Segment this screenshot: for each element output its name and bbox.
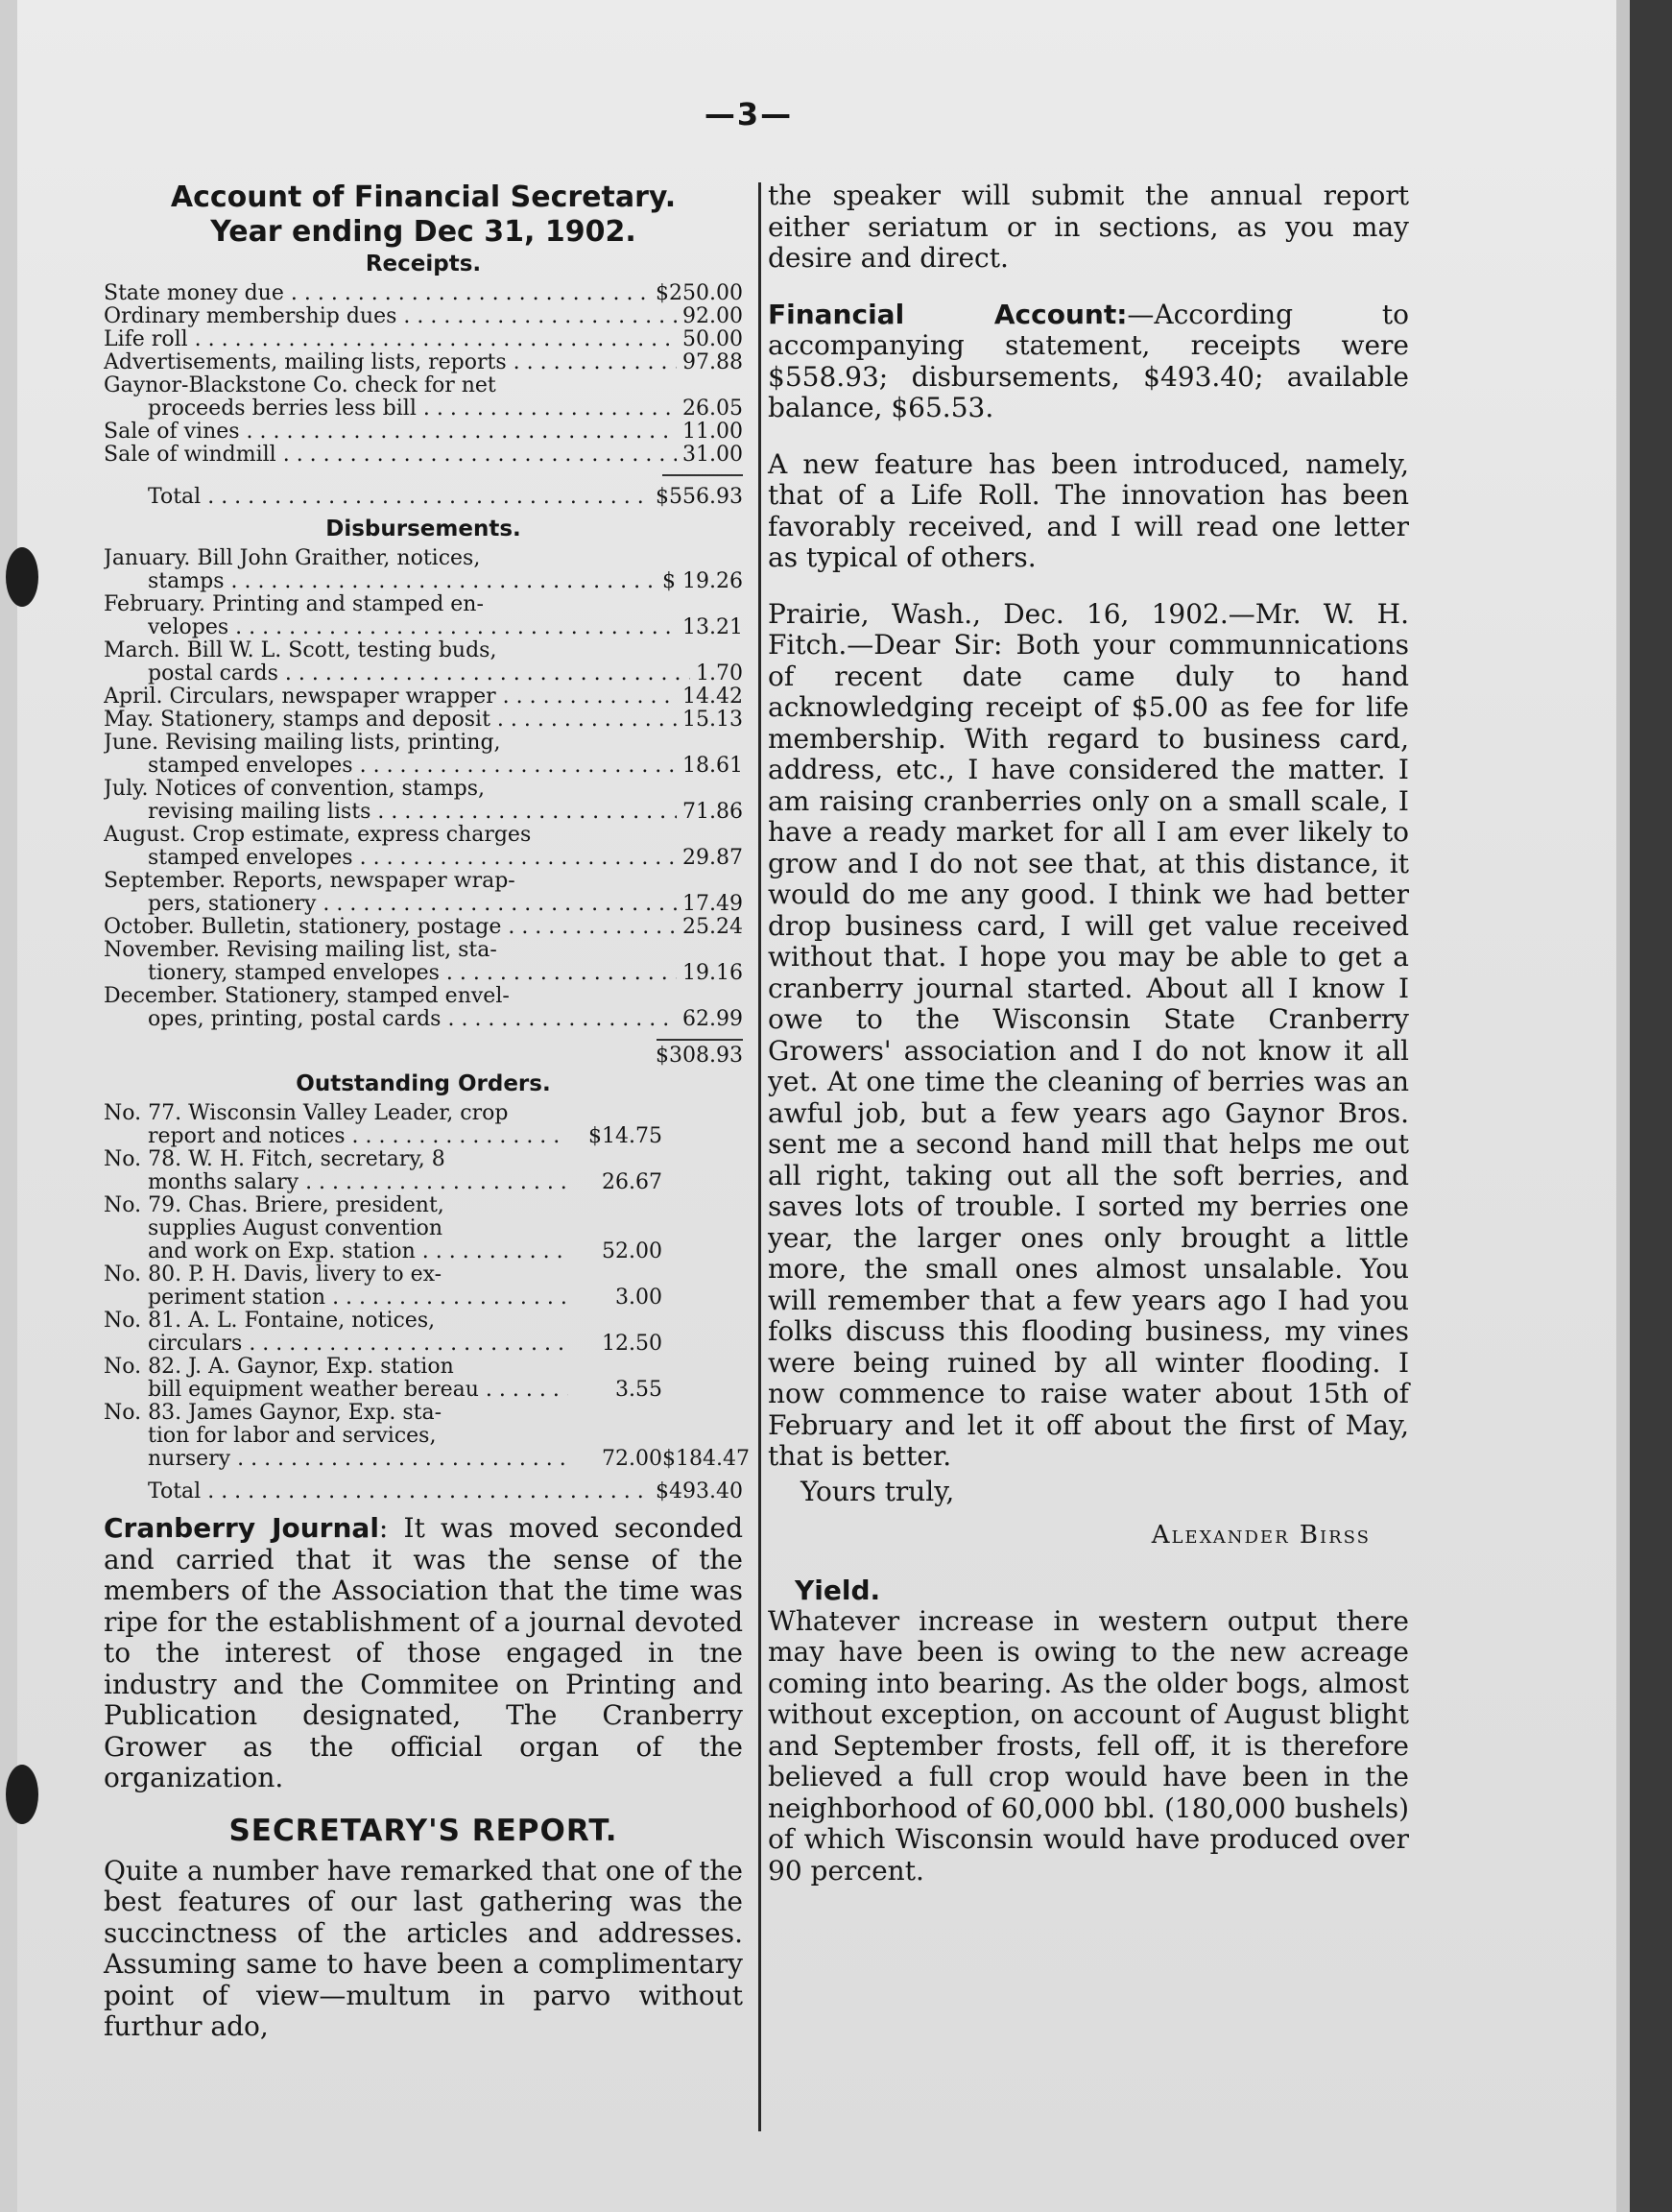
financial-account-lead: Financial Account:: [768, 298, 1128, 330]
ledger-row: opes, printing, postal cards . . . 62.99: [104, 1008, 743, 1031]
order-line: No. 78. W. H. Fitch, secretary, 8: [104, 1148, 445, 1171]
ledger-row: State money due . . . $250.00: [104, 282, 743, 305]
order-line: periment station . . . 3.00: [104, 1286, 743, 1310]
ledger-row: April. Circulars, newspaper wrapper . . . 14.42: [104, 685, 743, 709]
order-line: No. 82. J. A. Gaynor, Exp. station: [104, 1356, 454, 1379]
ledger-row: stamped envelopes . . . 29.87: [104, 847, 743, 870]
order-line: No. 77. Wisconsin Valley Leader, crop: [104, 1102, 509, 1125]
secretary-report-intro-cont: the speaker will submit the annual report either seriatum or in sections, as you may desire and direct.: [768, 180, 1409, 274]
page-number: —3—: [704, 96, 794, 132]
ledger-line: January. Bill John Graither, notices,: [104, 547, 481, 570]
ledger-row: stamps . . . $ 19.26: [104, 570, 743, 593]
order-line: nursery . . . 72.00 $184.47: [104, 1448, 743, 1471]
disbursements-total-row: $308.93: [656, 1044, 743, 1068]
ledger-line: March. Bill W. L. Scott, testing buds,: [104, 639, 497, 662]
letter-paragraph: Prairie, Wash., Dec. 16, 1902.—Mr. W. H. Fitch.—Dear Sir: Both your communnications of recent date came duly to hand acknowledging receipt of $5.00 as fee for life membership. With regard to business card, address, etc., I have considered the matter. I am raising cranberries only on a small scale, I have a ready market for all I am ever likely to grow and I do not see that, at this distance, it would do me any good. I think we had better drop business card, I will get value received without that. I hope you may be able to get a cranberry journal started. About all I know I owe to the Wisconsin State Cranberry Growers' association and I do not know it all yet. At one time the cleaning of berries was an awful job, but a few years ago Gaynor Bros. sent me a second hand mill that helps me out all right, taking out all the soft berries, and saves lots of trouble. I sorted my berries one year, the larger ones only brought a little more, the small ones almost unsalable. You will remember that a few years ago I had you folks discuss this flooding business, my vines were being ruined by all winter flooding. I now commence to raise water about 15th of February and let it off about the first of May, that is better.: [768, 597, 1409, 1472]
order-line: and work on Exp. station . . . 52.00: [104, 1240, 743, 1263]
scan-edge-shadow: [1616, 0, 1630, 2212]
ledger-row: May. Stationery, stamps and deposit . . . 15.13: [104, 709, 743, 732]
receipts-total-row: Total . . . $556.93: [104, 486, 743, 509]
letter-signature: Alexander Birss: [1151, 1520, 1371, 1550]
disbursements-heading: Disbursements.: [325, 517, 521, 541]
ledger-line: December. Stationery, stamped envel-: [104, 985, 510, 1008]
binding-hole: [6, 547, 38, 607]
order-line: bill equipment weather bereau . . . 3.55: [104, 1379, 743, 1402]
order-line: No. 81. A. L. Fontaine, notices,: [104, 1310, 436, 1333]
ledger-line: September. Reports, newspaper wrap-: [104, 870, 515, 893]
ledger-line: August. Crop estimate, express charges: [104, 824, 532, 847]
order-line: tion for labor and services,: [148, 1425, 437, 1448]
ledger-row: velopes . . . 13.21: [104, 616, 743, 639]
order-line: supplies August convention: [148, 1217, 443, 1240]
life-roll-paragraph: A new feature has been introduced, namely, that of a Life Roll. The innovation has been favorably received, and I will read one letter as typical of others.: [768, 447, 1409, 573]
ledger-row: Advertisements, mailing lists, reports . . . 97.88: [104, 351, 743, 374]
receipts-heading: Receipts.: [365, 252, 482, 276]
orders-list: [104, 1102, 750, 1471]
sum-rule: [662, 474, 743, 476]
column-divider: [758, 182, 761, 2131]
letter-closing: Yours truly,: [800, 1475, 955, 1507]
sum-rule: [657, 1039, 743, 1041]
receipts-list: [104, 282, 743, 509]
ledger-line: February. Printing and stamped en-: [104, 593, 484, 616]
order-line: No. 80. P. H. Davis, livery to ex-: [104, 1263, 442, 1286]
binding-hole: [6, 1765, 38, 1824]
ledger-row: postal cards . . . 1.70: [104, 662, 743, 685]
cranberry-journal-paragraph: Cranberry Journal: It was moved seconded and carried that it was the sense of the members of the Association that the time was ripe for the establishment of a journal devoted to the interest of those engaged in tne industry and the Commitee on Printing and Publication designated, The Cranberry Grower as the official organ of the organization.: [104, 1512, 743, 1793]
financial-subtitle: Year ending Dec 31, 1902.: [210, 215, 636, 249]
ledger-line: June. Revising mailing lists, printing,: [104, 732, 501, 755]
financial-account-paragraph: Financial Account:—According to accompanying statement, receipts were $558.93; disbursements, $493.40; available balance, $65.53.: [768, 298, 1409, 423]
ledger-row: Life roll . . . 50.00: [104, 328, 743, 351]
cranberry-journal-lead: Cranberry Journal: [104, 1512, 379, 1544]
scan-left-edge: [0, 0, 17, 2212]
ledger-row: stamped envelopes . . . 18.61: [104, 755, 743, 778]
secretary-report-intro: Quite a number have remarked that one of the best features of our last gathering was the succinctness of the articles and addresses. Assuming same to have been a complimentary point of view—multum in parvo without furthur ado,: [104, 1854, 743, 2042]
scan-right-edge: [1630, 0, 1672, 2212]
ledger-row: pers, stationery . . . 17.49: [104, 893, 743, 916]
ledger-row: October. Bulletin, stationery, postage . . . 25.24: [104, 916, 743, 939]
order-line: No. 79. Chas. Briere, president,: [104, 1194, 444, 1217]
outstanding-heading: Outstanding Orders.: [296, 1071, 551, 1096]
ledger-row: Sale of vines . . . 11.00: [104, 421, 743, 444]
left-column: [104, 180, 750, 2043]
ledger-line: November. Revising mailing list, sta-: [104, 939, 497, 962]
order-line: months salary . . . 26.67: [104, 1171, 743, 1194]
grand-total-row: Total . . . $493.40: [104, 1480, 743, 1503]
ledger-row: tionery, stamped envelopes . . . 19.16: [104, 962, 743, 985]
ledger-row: Ordinary membership dues . . . 92.00: [104, 305, 743, 328]
order-line: No. 83. James Gaynor, Exp. sta-: [104, 1402, 442, 1425]
disbursements-list: [104, 547, 743, 1031]
order-line: report and notices . . . $14.75: [104, 1125, 743, 1148]
ledger-row: proceeds berries less bill . . . 26.05: [104, 397, 743, 421]
ledger-line: July. Notices of convention, stamps,: [104, 778, 485, 801]
order-line: circulars . . . 12.50: [104, 1333, 743, 1356]
yield-heading: Yield.: [795, 1574, 881, 1606]
ledger-row: revising mailing lists . . . 71.86: [104, 801, 743, 824]
yield-paragraph: Whatever increase in western output there may have been is owing to the new acreage coming into bearing. As the older bogs, almost without exception, on account of August blight and September frosts, fell off, it is therefore believed a full crop would have been in the neighborhood of 60,000 bbl. (180,000 bushels) of which Wisconsin would have produced over 90 percent.: [768, 1604, 1409, 1887]
ledger-row: Gaynor-Blackstone Co. check for net: [104, 374, 496, 397]
right-column: [768, 180, 1409, 1887]
ledger-row: Sale of windmill . . . 31.00: [104, 444, 743, 467]
secretary-report-heading: SECRETARY'S REPORT.: [228, 1813, 618, 1848]
financial-title: Account of Financial Secretary.: [170, 180, 677, 214]
